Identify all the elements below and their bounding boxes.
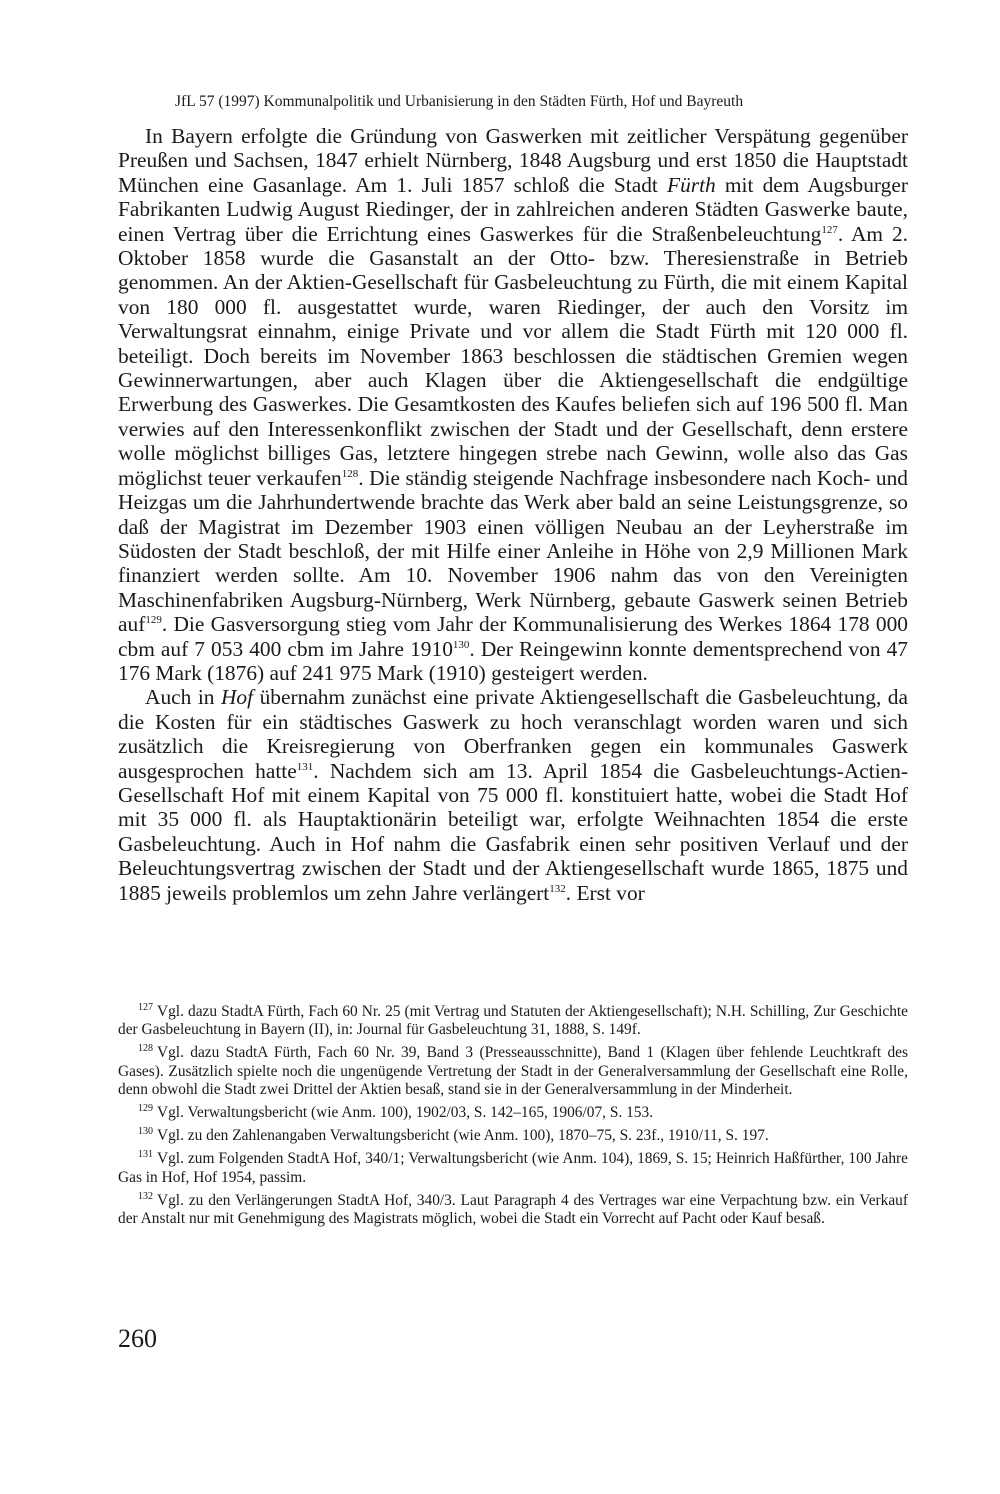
footnote-number: 130 (138, 1126, 153, 1138)
footnote-ref-130[interactable]: 130 (452, 638, 470, 651)
footnote-number: 131 (138, 1149, 153, 1161)
text-span: übernahm zunächst eine private Aktiengesellschaft die Gasbeleuchtung, da die Kosten für ein städtisches Gaswerk zu hoch veranschlagt worden waren und sich zusätzlich die Kreisregierung von Oberfranken gegen ein kommunales Gaswerk ausgesprochen hatte (118, 685, 908, 783)
footnote-127 (118, 1003, 908, 1039)
footnote-131 (118, 1150, 908, 1186)
emphasis-hof: Hof (220, 685, 254, 710)
footnote-ref-129[interactable]: 129 (145, 614, 162, 626)
body-text (118, 124, 908, 905)
text-span: mit dem Augsburger Fabrikanten Ludwig August Riedinger, der in zahlreichen anderen Städten Gaswerke baute, einen Vertrag über die Errichtung eines Gaswerkes für die Straßenbeleuchtung (118, 172, 908, 246)
footnote-number: 127 (138, 1001, 153, 1013)
page-number: 260 (118, 1324, 157, 1353)
footnote-ref-127[interactable]: 127 (821, 223, 838, 236)
footnote-ref-131[interactable]: 131 (296, 760, 314, 773)
text-span: . Nachdem sich am 13. April 1854 die Gasbeleuchtungs-Actien-Gesellschaft Hof mit einem Kapital von 75 000 fl. konstituiert hatte, wobei die Stadt Hof mit 35 000 fl. als Hauptaktionärin beteiligt war, erfolgte Weihnachten 1854 die erste Gasbeleuchtung. Auch in Hof nahm die Gasfabrik einen sehr positiven Verlauf und der Beleuchtungsvertrag zwischen der Stadt und der Aktiengesellschaft wurde 1865, 1875 und 1885 jeweils problemlos um zehn Jahre verlängert (118, 758, 908, 905)
footnote-text: Vgl. zum Folgenden StadtA Hof, 340/1; Verwaltungsbericht (wie Anm. 104), 1869, S. 15; Heinrich Haßfürther, 100 Jahre Gas in Hof, Hof 1954, passim. (118, 1150, 908, 1186)
text-span: In Bayern erfolgte die Gründung von Gaswerken mit zeitlicher Verspätung gegenüber Preußen und Sachsen, 1847 erhielt Nürnberg, 1848 Augsburg und erst 1850 die Hauptstadt München eine Gasanlage. Am 1. Juli 1857 schloß die Stadt (118, 124, 908, 197)
footnote-129 (118, 1104, 908, 1122)
emphasis-fuerth: Fürth (667, 172, 716, 197)
footnote-number: 129 (138, 1102, 153, 1114)
footnotes (118, 1003, 908, 1233)
footnote-ref-132[interactable]: 132 (549, 882, 566, 895)
footnote-text: Vgl. zu den Zahlenangaben Verwaltungsbericht (wie Anm. 100), 1870–75, S. 23f., 1910/11, S. 197. (157, 1127, 769, 1145)
footnote-ref-128[interactable]: 128 (341, 467, 359, 480)
footnote-number: 128 (138, 1043, 153, 1055)
footnote-number: 132 (138, 1190, 153, 1202)
footnote-text: Vgl. zu den Verlängerungen StadtA Hof, 340/3. Laut Paragraph 4 des Vertrages war eine Verpachtung bzw. ein Verkauf der Anstalt nur mit Genehmigung des Magistrats möglich, wobei die Stadt ein Vorrecht auf Pacht oder Kauf besaß. (118, 1191, 908, 1228)
paragraph-2 (118, 685, 908, 905)
text-span: . Erst vor (565, 880, 645, 905)
text-span: . Der Reingewinn konnte dementsprechend von 47 176 Mark (1876) auf 241 975 Mark (1910) gesteigert werden. (118, 636, 908, 685)
footnote-text: Vgl. dazu StadtA Fürth, Fach 60 Nr. 39, Band 3 (Presseausschnitte), Band 1 (Klagen über fehlende Leuchtkraft des Gases). Zusätzlich spielte noch die ungenügende Vertretung der Stadt in der Generalversammlung der Gesellschaft eine Rolle, denn obwohl die Stadt zwei Drittel der Aktien besaß, stand sie in der Generalversammlung in der Minderheit. (118, 1044, 908, 1098)
footnote-text: Vgl. dazu StadtA Fürth, Fach 60 Nr. 25 (mit Vertrag und Statuten der Aktiengesellschaft); N.H. Schilling, Zur Geschichte der Gasbeleuchtung in Bayern (II), in: Journal für Gasbeleuchtung 31, 1888, S. 149f. (118, 1003, 908, 1039)
footnote-132 (118, 1192, 908, 1228)
text-span: . Am 2. Oktober 1858 wurde die Gasanstalt an der Otto- bzw. Theresienstraße in Betrieb genommen. An der Aktien-Gesellschaft für Gasbeleuchtung zu Fürth, die mit einem Kapital von 180 000 fl. ausgestattet wurde, waren Riedinger, der auch den Vorsitz im Verwaltungsrat einnahm, einige Private und vor allem die Stadt Fürth mit 120 000 fl. beteiligt. Doch bereits im November 1863 beschlossen die städtischen Gremien wegen Gewinnerwartungen, aber auch Klagen über die Aktiengesellschaft die endgültige Erwerbung des Gaswerkes. Die Gesamtkosten des Kaufes beliefen sich auf 196 500 fl. Man verwies auf den Interessenkonflikt zwischen der Stadt und der Gesellschaft, denn erstere wolle möglichst billiges Gas, letztere hingegen strebe nach Gewinn, wolle also das Gas möglichst teuer verkaufen (118, 221, 908, 490)
footnote-130 (118, 1127, 908, 1145)
paragraph-1 (118, 124, 908, 685)
text-span: Auch in (145, 685, 221, 710)
running-header: JfL 57 (1997) Kommunalpolitik und Urbanisierung in den Städten Fürth, Hof und Bayreuth (175, 93, 744, 110)
footnote-128 (118, 1044, 908, 1099)
text-span: . Die ständig steigende Nachfrage insbesondere nach Koch- und Heizgas um die Jahrhundertwende brachte das Werk aber bald an seine Leistungsgrenze, so daß der Magistrat im Dezember 1903 einen völligen Neubau an der Leyherstraße im Südosten der Stadt beschloß, der mit Hilfe einer Anleihe in Höhe von 2,9 Millionen Mark finanziert werden sollte. Am 10. November 1906 nahm das von den Vereinigten Maschinenfabriken Augsburg-Nürnberg, Werk Nürnberg, gebaute Gaswerk seinen Betrieb auf (118, 465, 908, 637)
footnote-text: Vgl. Verwaltungsbericht (wie Anm. 100), 1902/03, S. 142–165, 1906/07, S. 153. (157, 1104, 654, 1122)
text-span: . Die Gasversorgung stieg vom Jahr der Kommunalisierung des Werkes 1864 178 000 cbm auf 7 053 400 cbm im Jahre 1910 (118, 612, 908, 661)
